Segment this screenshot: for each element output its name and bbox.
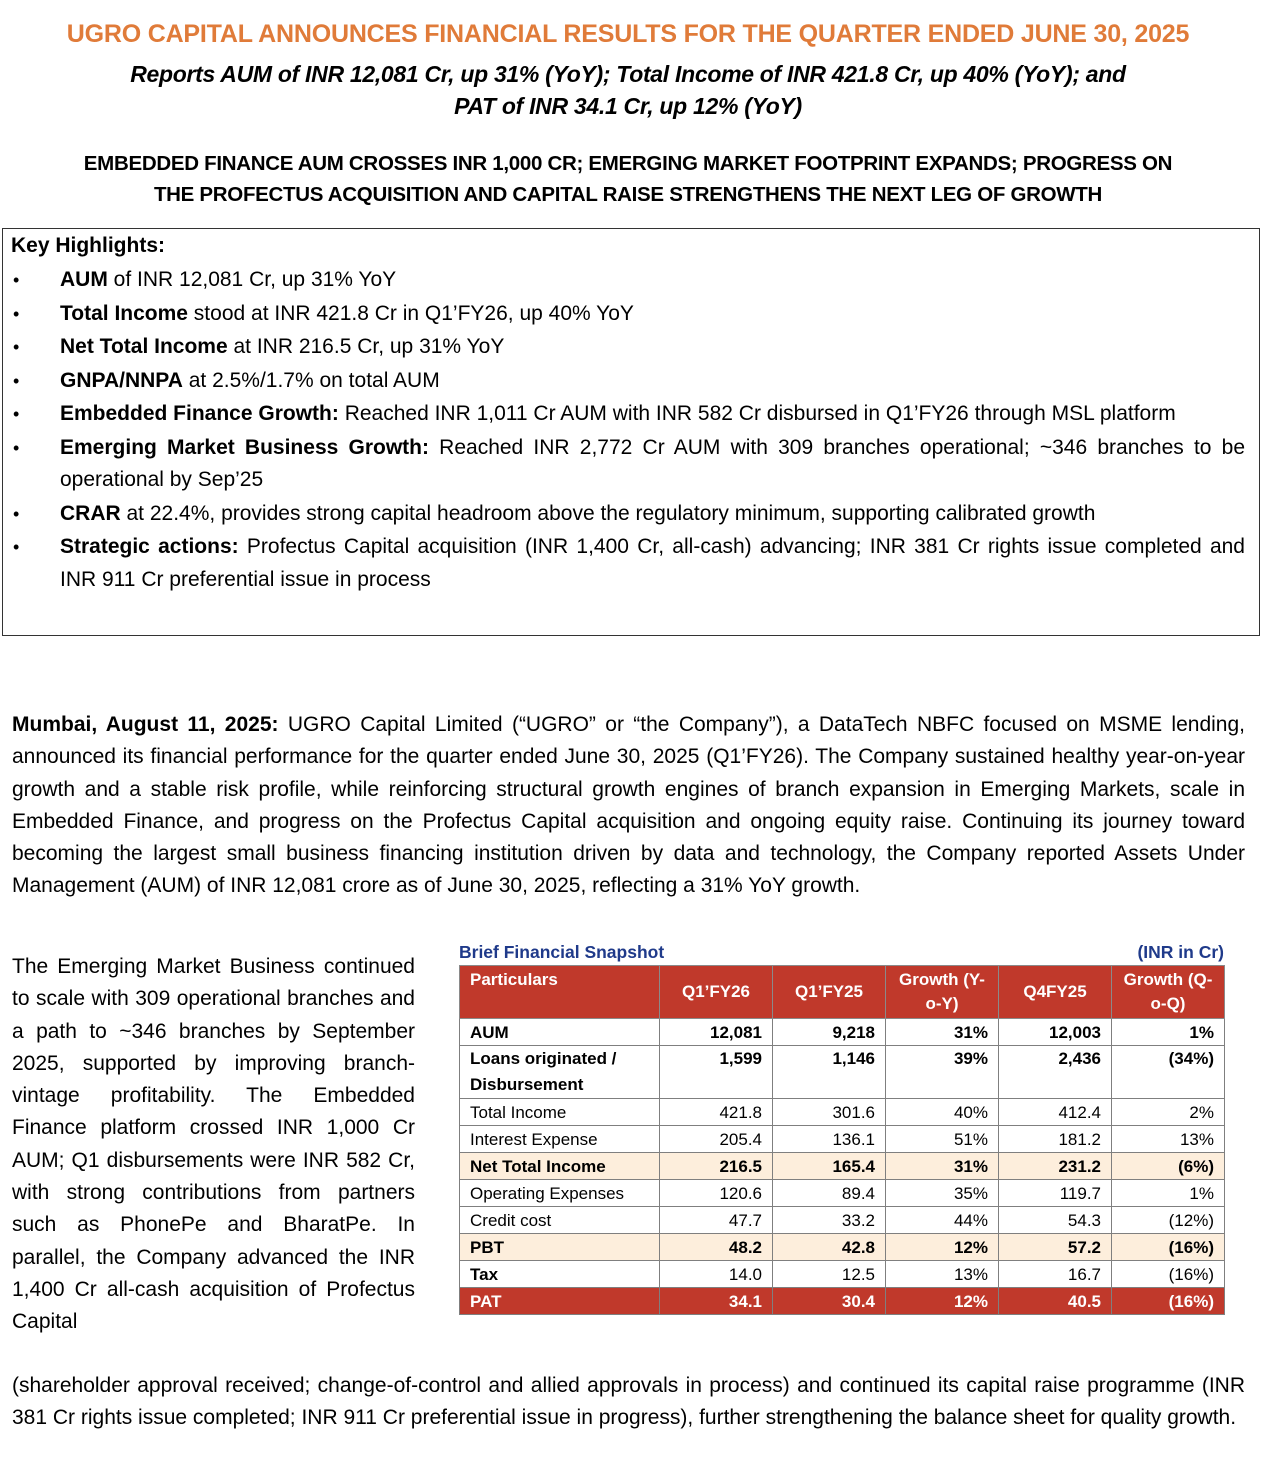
highlight-item — [11, 398, 1245, 431]
table-row — [460, 1234, 1225, 1261]
row-label: Interest Expense — [460, 1126, 660, 1153]
cell-q4fy25: 54.3 — [999, 1207, 1112, 1234]
table-row — [460, 1180, 1225, 1207]
bullet-icon: • — [13, 503, 20, 524]
cell-yoy: 39% — [886, 1046, 999, 1099]
cell-qoq: 1% — [1112, 1180, 1225, 1207]
highlight-item — [11, 264, 1245, 297]
table-row — [460, 1019, 1225, 1046]
cell-q1fy25: 89.4 — [773, 1180, 886, 1207]
subtitle-line-2: PAT of INR 34.1 Cr, up 12% (YoY) — [454, 93, 802, 119]
cell-q1fy25: 136.1 — [773, 1126, 886, 1153]
highlight-item — [11, 365, 1245, 398]
row-label: Total Income — [460, 1099, 660, 1126]
cell-q1fy25: 30.4 — [773, 1288, 886, 1315]
dateline: Mumbai, August 11, 2025: — [12, 713, 279, 736]
table-row-pat — [460, 1288, 1225, 1315]
row-label: Operating Expenses — [460, 1180, 660, 1207]
page-subtitle — [0, 58, 1256, 122]
highlight-text: Profectus Capital acquisition (INR 1,400 Cr, all-cash) advancing; INR 381 Cr rights issue completed and INR 911 Cr preferential issue in process — [60, 535, 1245, 591]
cell-q1fy26: 421.8 — [660, 1099, 773, 1126]
highlight-text: Reached INR 1,011 Cr AUM with INR 582 Cr disbursed in Q1’FY26 through MSL platform — [338, 402, 1176, 425]
cell-qoq: (6%) — [1112, 1153, 1225, 1180]
cell-qoq: 1% — [1112, 1019, 1225, 1046]
table-row — [460, 1046, 1225, 1099]
cell-yoy: 12% — [886, 1234, 999, 1261]
cell-yoy: 51% — [886, 1126, 999, 1153]
cell-q1fy25: 33.2 — [773, 1207, 886, 1234]
highlight-text: at 22.4%, provides strong capital headroom above the regulatory minimum, supporting calibrated growth — [120, 501, 1096, 525]
cell-q1fy26: 14.0 — [660, 1261, 773, 1288]
highlight-item — [11, 498, 1245, 531]
row-label: Loans originated / Disbursement — [460, 1046, 660, 1099]
intro-text: UGRO Capital Limited (“UGRO” or “the Company”), a DataTech NBFC focused on MSME lending, announced its financial performance for the quarter ended June 30, 2025 (Q1’FY26). The Company sustained healthy year-on-year growth and a stable risk profile, while reinforcing structural growth engines of branch expansion in Emerging Markets, scale in Embedded Finance, and progress on the Profectus Capital acquisition and ongoing equity raise. Continuing its journey toward becoming the largest small business financing institution driven by data and technology, the Company reported Assets Under Management (AUM) of INR 12,081 crore as of June 30, 2025, reflecting a 31% YoY growth. — [12, 713, 1245, 898]
cell-qoq: (16%) — [1112, 1234, 1225, 1261]
bullet-icon: • — [13, 404, 20, 424]
table-row — [460, 1126, 1225, 1153]
row-label: Tax — [460, 1261, 660, 1288]
key-highlights-box — [2, 228, 1260, 636]
page-title: UGRO CAPITAL ANNOUNCES FINANCIAL RESULTS FOR THE QUARTER ENDED JUNE 30, 2025 — [66, 20, 1190, 48]
cell-yoy: 35% — [886, 1180, 999, 1207]
bullet-icon: • — [13, 537, 20, 557]
table-row — [460, 1207, 1225, 1234]
column-header: Growth (Y-o-Y) — [886, 966, 999, 1019]
table-row — [460, 1261, 1225, 1288]
cell-q1fy25: 9,218 — [773, 1019, 886, 1046]
snapshot-header — [459, 942, 1224, 963]
highlight-text: at 2.5%/1.7% on total AUM — [182, 368, 440, 392]
row-label: AUM — [460, 1019, 660, 1046]
bullet-icon: • — [13, 303, 20, 324]
table-row — [460, 1099, 1225, 1126]
cell-q4fy25: 2,436 — [999, 1046, 1112, 1099]
cell-yoy: 13% — [886, 1261, 999, 1288]
intro-paragraph — [12, 709, 1245, 903]
cell-q1fy25: 1,146 — [773, 1046, 886, 1099]
table-header-row — [460, 966, 1225, 1019]
highlight-label: Total Income — [60, 301, 188, 325]
highlight-label: CRAR — [60, 501, 121, 525]
cell-qoq: 13% — [1112, 1126, 1225, 1153]
table-row — [460, 1153, 1225, 1180]
highlight-text: stood at INR 421.8 Cr in Q1’FY26, up 40% YoY — [187, 301, 634, 325]
cell-qoq: (16%) — [1112, 1261, 1225, 1288]
headline-line-1: EMBEDDED FINANCE AUM CROSSES INR 1,000 CR; EMERGING MARKET FOOTPRINT EXPANDS; PROGRESS ON — [83, 152, 1173, 175]
financial-table — [459, 965, 1225, 1315]
cell-q1fy26: 12,081 — [660, 1019, 773, 1046]
highlight-item — [11, 531, 1245, 596]
cell-q1fy26: 34.1 — [660, 1288, 773, 1315]
highlight-label: GNPA/NNPA — [60, 368, 183, 392]
snapshot-unit: (INR in Cr) — [1137, 942, 1224, 962]
highlight-item — [11, 331, 1245, 364]
highlight-item — [11, 298, 1245, 331]
business-paragraph-continued: (shareholder approval received; change-of-control and allied approvals in process) and continued its capital raise programme (INR 381 Cr rights issue completed; INR 911 Cr preferential issue in progress), further strengthening the balance sheet for quality growth. — [12, 1374, 1245, 1430]
cell-yoy: 31% — [886, 1019, 999, 1046]
cell-q1fy26: 1,599 — [660, 1046, 773, 1099]
highlight-text: Reached INR 2,772 Cr AUM with 309 branches operational; ~346 branches to be operational by Sep’25 — [60, 435, 1246, 491]
highlight-text: of INR 12,081 Cr, up 31% YoY — [107, 268, 397, 291]
cell-q4fy25: 119.7 — [999, 1180, 1112, 1207]
highlight-item — [11, 432, 1245, 497]
row-label: Credit cost — [460, 1207, 660, 1234]
row-label: PBT — [460, 1234, 660, 1261]
bullet-icon: • — [13, 370, 20, 391]
highlight-label: Net Total Income — [60, 335, 228, 358]
cell-q1fy26: 120.6 — [660, 1180, 773, 1207]
cell-q1fy26: 216.5 — [660, 1153, 773, 1180]
highlight-label: Embedded Finance Growth: — [60, 402, 339, 425]
row-label: Net Total Income — [460, 1153, 660, 1180]
cell-q1fy25: 12.5 — [773, 1261, 886, 1288]
column-header: Q1’FY26 — [660, 966, 773, 1019]
snapshot-title: Brief Financial Snapshot — [459, 942, 665, 962]
cell-q4fy25: 231.2 — [999, 1153, 1112, 1180]
cell-qoq: (34%) — [1112, 1046, 1225, 1099]
highlight-label: Strategic actions: — [60, 535, 239, 558]
cell-yoy: 31% — [886, 1153, 999, 1180]
business-paragraph: The Emerging Market Business continued to scale with 309 operational branches and a path to ~346 branches by September 2025, supported by improving branch-vintage profitability. The Embedded Finance platform crossed INR 1,000 Cr AUM; Q1 disbursements were INR 582 Cr, with strong contributions from partners such as PhonePe and BharatPe. In parallel, the Company advanced the INR 1,400 Cr all-cash acquisition of Profectus Capital — [12, 955, 415, 1334]
column-header: Q1’FY25 — [773, 966, 886, 1019]
cell-q4fy25: 40.5 — [999, 1288, 1112, 1315]
cell-qoq: (12%) — [1112, 1207, 1225, 1234]
cell-qoq: 2% — [1112, 1099, 1225, 1126]
highlight-label: AUM — [60, 268, 108, 291]
cell-yoy: 44% — [886, 1207, 999, 1234]
column-header: Q4FY25 — [999, 966, 1112, 1019]
cell-yoy: 40% — [886, 1099, 999, 1126]
column-header: Particulars — [460, 966, 660, 1019]
cell-yoy: 12% — [886, 1288, 999, 1315]
bullet-icon: • — [13, 337, 20, 357]
cell-q4fy25: 12,003 — [999, 1019, 1112, 1046]
cell-q4fy25: 412.4 — [999, 1099, 1112, 1126]
bullet-icon: • — [13, 270, 20, 290]
key-highlights-list — [11, 264, 1245, 596]
cell-q1fy26: 205.4 — [660, 1126, 773, 1153]
cell-q4fy25: 181.2 — [999, 1126, 1112, 1153]
headline-line-2: THE PROFECTUS ACQUISITION AND CAPITAL RAISE STRENGTHENS THE NEXT LEG OF GROWTH — [153, 183, 1103, 206]
cell-qoq: (16%) — [1112, 1288, 1225, 1315]
highlight-label: Emerging Market Business Growth: — [60, 435, 429, 459]
row-label: PAT — [460, 1288, 660, 1315]
cell-q1fy25: 301.6 — [773, 1099, 886, 1126]
cell-q4fy25: 16.7 — [999, 1261, 1112, 1288]
financial-snapshot — [459, 942, 1224, 1315]
cell-q1fy26: 47.7 — [660, 1207, 773, 1234]
cell-q1fy26: 48.2 — [660, 1234, 773, 1261]
bullet-icon: • — [13, 437, 20, 458]
cell-q1fy25: 42.8 — [773, 1234, 886, 1261]
column-header: Growth (Q-o-Q) — [1112, 966, 1225, 1019]
cell-q4fy25: 57.2 — [999, 1234, 1112, 1261]
highlight-text: at INR 216.5 Cr, up 31% YoY — [227, 335, 505, 358]
subtitle-line-1: Reports AUM of INR 12,081 Cr, up 31% (YoY); Total Income of INR 421.8 Cr, up 40% (YoY); and — [130, 61, 1126, 87]
key-highlights-title: Key Highlights: — [11, 234, 166, 257]
headline — [0, 148, 1256, 210]
cell-q1fy25: 165.4 — [773, 1153, 886, 1180]
